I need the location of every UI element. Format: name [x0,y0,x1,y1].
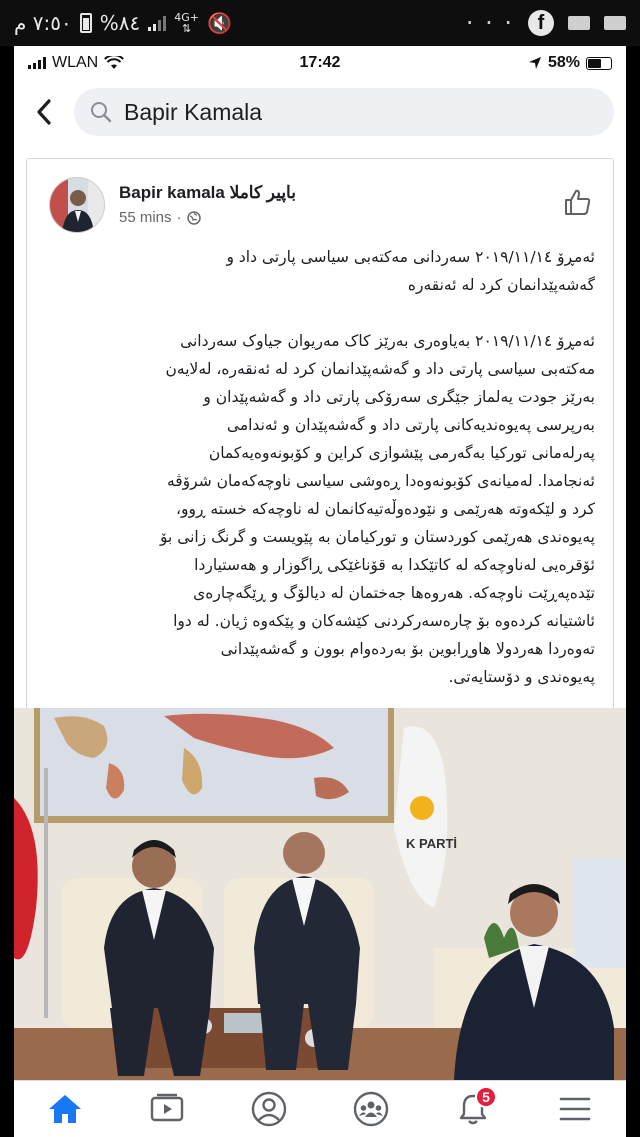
nav-home[interactable] [35,1084,95,1134]
video-icon [148,1093,186,1125]
ios-time: 17:42 [299,54,341,71]
notification-icon-2 [604,16,626,30]
ios-status-bar [14,46,626,80]
search-icon [90,101,112,123]
facebook-icon: f [528,10,554,36]
body-line: بەرپرسی پەیوەندیەکانی پارتی داد و گەشەپێدان و ئەندامی [226,416,595,434]
body-line: تێدەپەڕێت ناوچەکە. هەروەها جەختمان لە دیالۆگ و ڕێگەچارەی [193,584,595,602]
party-sign: K PARTİ [406,836,458,851]
outer-status-left [14,11,232,35]
body-line: کرد و لێکەوتە هەرێمی و نێودەوڵەتیەکانمان لە ناوچەکە خستە ڕوو، [176,500,595,518]
ios-carrier: WLAN [52,54,99,71]
signal-icon [148,15,166,31]
meeting-photo [14,708,626,1080]
body-line: ئەمڕۆ ٢٠١٩/١١/١٤ بەیاوەری بەرێز کاک مەریوان جیاوک سەردانی [180,332,595,350]
ios-battery-icon [586,57,612,70]
post-body [45,327,595,691]
body-line: پەیوەندی هەرێمی کوردستان و تورکیامان بە پێویست و گرنگ زانی بۆ [159,528,595,546]
groups-icon [353,1091,389,1127]
post-time[interactable]: 55 mins [119,209,172,226]
avatar[interactable] [49,177,105,233]
network-indicator: 4G+ ⇅ [174,11,199,35]
mute-icon: 🔇 [206,11,232,35]
globe-icon [187,211,201,225]
more-dots-icon: · · · [465,9,514,37]
body-line: بەرێز جودت یەلماز جێگری سەرۆکی پارتی داد و گەشەپێدان و [203,388,595,406]
nav-groups[interactable] [341,1084,401,1134]
search-header [14,80,626,144]
nav-watch[interactable] [137,1084,197,1134]
hamburger-menu-icon [558,1095,592,1123]
like-button[interactable] [563,187,593,221]
search-input[interactable] [74,88,614,136]
thumbs-up-icon [563,187,593,217]
back-button[interactable] [24,92,64,132]
nav-menu[interactable] [545,1084,605,1134]
body-line: ئەنجامدا. لەمیانەی کۆبونەوەدا ڕەوشی سیاسی ناوچەکەمان شرۆڤە [166,472,595,490]
body-line: پەرلەمانی تورکیا بەگەرمی پێشوازی کراین و کۆبونەوەیەکمان [208,444,595,462]
body-line: مەکتەبی سیاسی پارتی داد و گەشەپێدانمان کرد لە ئەنقەرە، لەلایەن [165,360,595,378]
bottom-nav [14,1080,626,1137]
body-line: ئاشتیانە کردەوە بۆ چارەسەرکردنی کێشەکان و پێکەوە ژیان. لە دوا [173,612,595,630]
avatar-image [50,178,105,233]
ios-status-right [412,54,612,72]
title-line: گەشەپێدانمان کرد لە ئەنقەرە [407,276,595,294]
outer-battery: %٨٤ [99,11,141,35]
post-header [49,173,599,243]
nav-profile[interactable] [239,1084,299,1134]
meta-separator: · [176,209,182,226]
profile-icon [251,1091,287,1127]
search-query: Bapir Kamala [124,98,263,125]
location-arrow-icon [528,56,542,70]
post-card [26,158,614,713]
phone-screenshot [14,46,626,1137]
body-line: تەوەردا هەردولا هاوڕابوین بۆ بەردەوام بوون و گەشەپێدانی [220,640,595,658]
notification-badge: 5 [475,1086,497,1108]
chevron-left-icon [36,99,52,125]
post-photo[interactable] [14,708,626,1080]
post-title [45,243,595,299]
notification-icon [568,16,590,30]
body-line: پەیوەندی و دۆستایەتی. [448,668,595,686]
home-icon [47,1093,83,1125]
cellular-signal-icon [28,57,46,69]
ios-status-left [28,54,228,72]
title-line: ئەمڕۆ ٢٠١٩/١١/١٤ سەردانی مەکتەبی سیاسی پارتی داد و [226,248,595,266]
battery-icon [80,13,92,33]
wifi-icon [104,56,124,70]
post-author[interactable]: Bapir kamala باپیر کاملا [119,183,296,202]
post-meta [119,209,201,226]
body-line: ئۆقرەیی لەناوچەکە لە کاتێکدا بە قۆناغێکی ڕاگوزار و هەستیاردا [194,556,595,574]
outer-time: ٧:٥٠ م [14,11,72,35]
ios-battery-percent: 58% [547,54,580,71]
nav-notifications[interactable] [443,1084,503,1134]
outer-status-bar [0,0,640,46]
outer-status-right [466,9,626,37]
